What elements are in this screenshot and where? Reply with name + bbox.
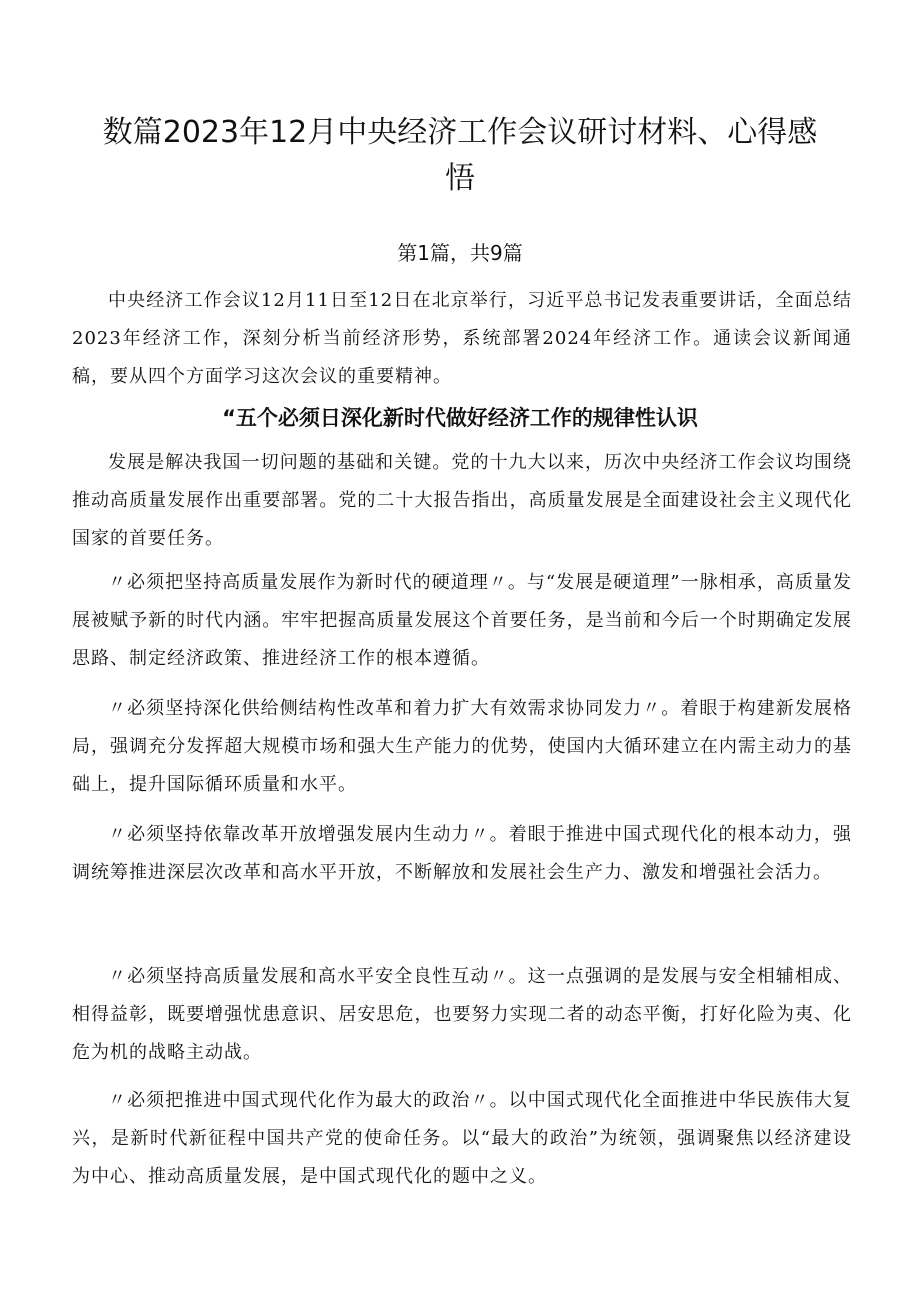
body-paragraph: 发展是解决我国一切问题的基础和关键。党的十九大以来，历次中央经济工作会议均围绕推动高质量发展作出重要部署。党的二十大报告指出，高质量发展是全面建设社会主义现代化国家的首要任务。	[72, 452, 852, 549]
document-title: 数篇2023年12月中央经济工作会议研讨材料、心得感悟	[102, 115, 818, 196]
intro-paragraph: 中央经济工作会议12月11日至12日在北京举行，习近平总书记发表重要讲话，全面总结2023年经济工作，深刻分析当前经济形势，系统部署2024年经济工作。通读会议新闻通稿，要从四个方面学习这次会议的重要精神。	[72, 290, 852, 387]
section-heading: “五个必须日深化新时代做好经济工作的规律性认识	[222, 406, 698, 430]
body-paragraph: 〃必须坚持高质量发展和高水平安全良性互动〃。这一点强调的是发展与安全相辅相成、相得益彰，既要增强忧患意识、居安思危，也要努力实现二者的动态平衡，打好化险为夷、化危为机的战略主动战。	[72, 966, 852, 1063]
part-label: 第1篇，共9篇	[397, 241, 523, 265]
body-paragraph: 〃必须坚持深化供给侧结构性改革和着力扩大有效需求协同发力〃。着眼于构建新发展格局，强调充分发挥超大规模市场和强大生产能力的优势，使国内大循环建立在内需主动力的基础上，提升国际循环质量和水平。	[72, 698, 852, 795]
body-paragraph: 〃必须把推进中国式现代化作为最大的政治〃。以中国式现代化全面推进中华民族伟大复兴，是新时代新征程中国共产党的使命任务。以“最大的政治”为统领，强调聚焦以经济建设为中心、推动高质量发展，是中国式现代化的题中之义。	[72, 1090, 852, 1187]
body-paragraph: 〃必须把坚持高质量发展作为新时代的硬道理〃。与“发展是硬道理”一脉相承，高质量发展被赋予新的时代内涵。牢牢把握高质量发展这个首要任务，是当前和今后一个时期确定发展思路、制定经济政策、推进经济工作的根本遵循。	[72, 572, 852, 669]
body-paragraph: 〃必须坚持依靠改革开放增强发展内生动力〃。着眼于推进中国式现代化的根本动力，强调统筹推进深层次改革和高水平开放，不断解放和发展社会生产力、激发和增强社会活力。	[72, 824, 852, 883]
